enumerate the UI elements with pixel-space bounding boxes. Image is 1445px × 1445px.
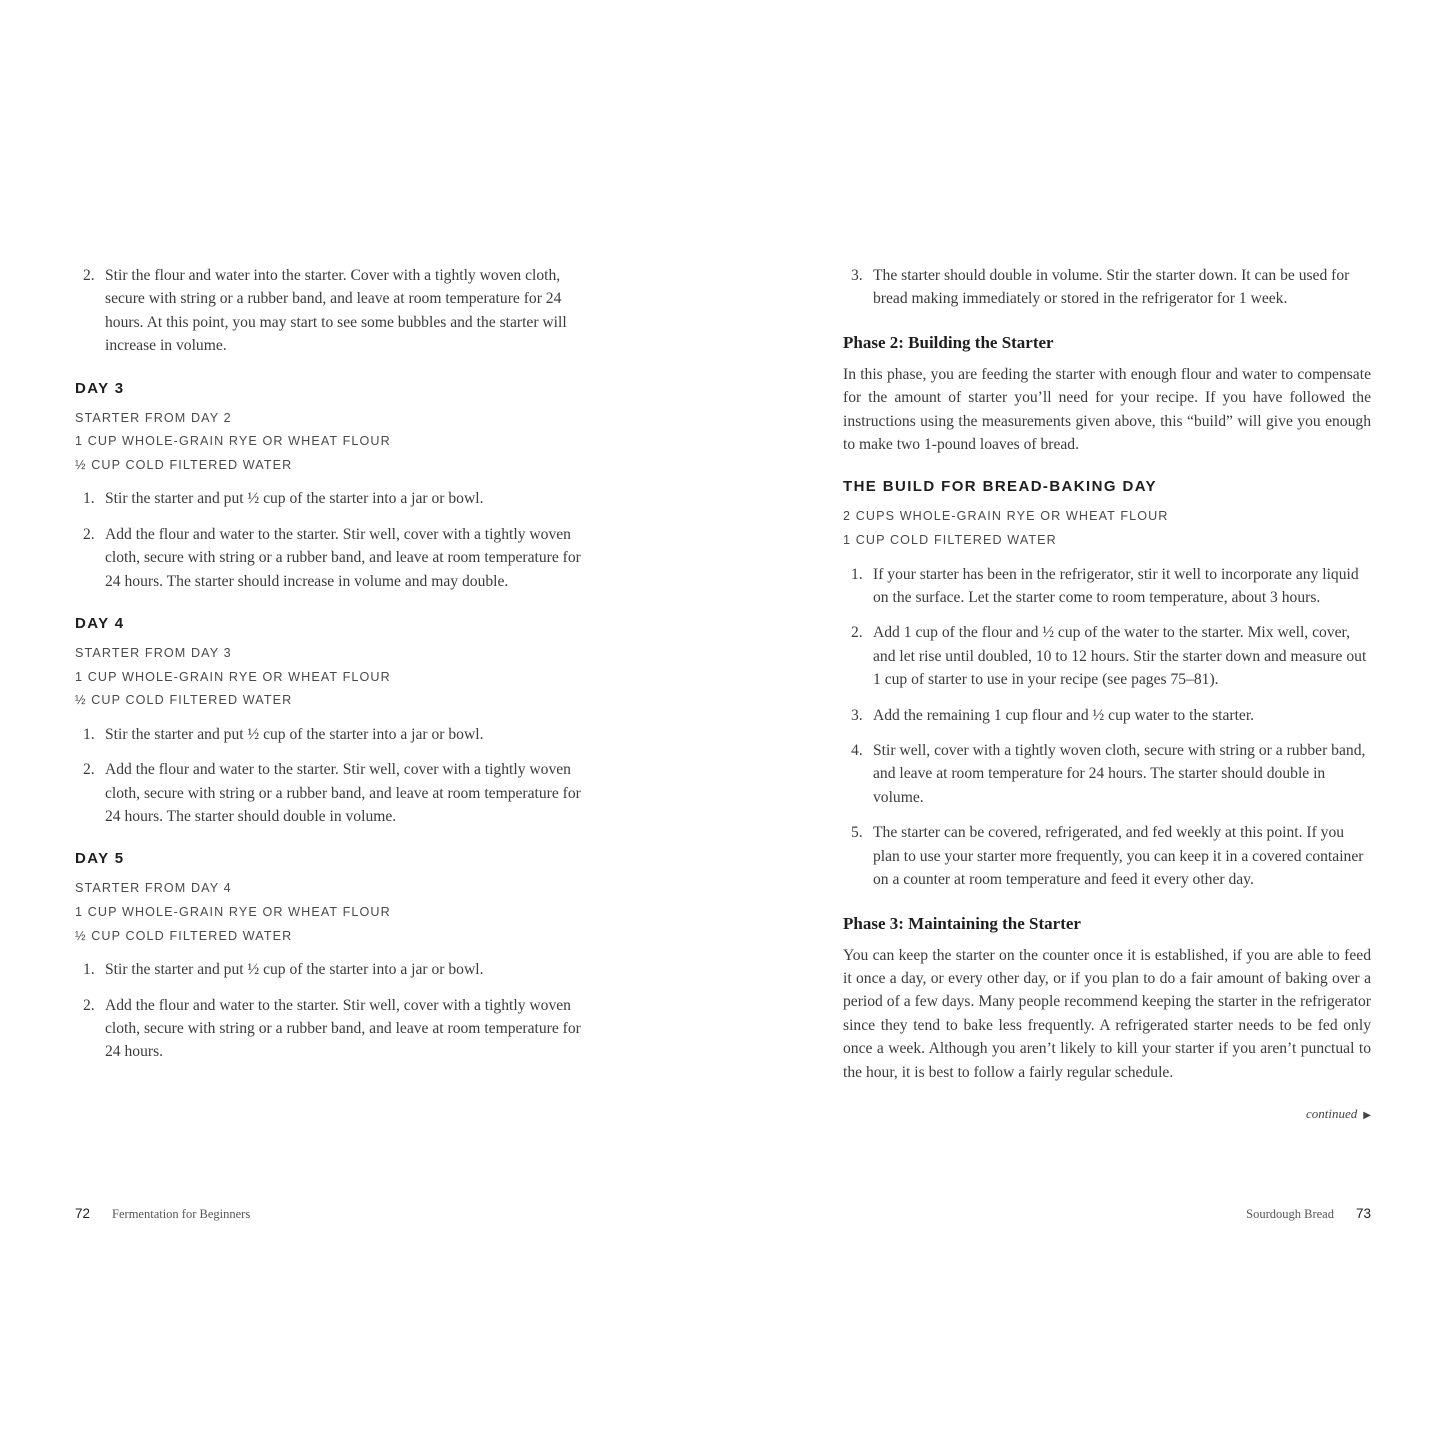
ingredient-list — [75, 877, 600, 948]
list-item — [75, 523, 600, 593]
right-page — [843, 264, 1371, 1122]
ingredient: STARTER FROM DAY 4 — [75, 881, 232, 896]
step-text: Add the remaining 1 cup flour and ½ cup water to the starter. — [873, 706, 1255, 724]
intro-steps-left — [75, 264, 600, 358]
step-text: Stir the starter and put ½ cup of the starter into a jar or bowl. — [105, 490, 484, 508]
continued-note — [843, 1106, 1371, 1122]
right-triangle-icon: ▶ — [1363, 1109, 1371, 1121]
ingredient: 1 CUP COLD FILTERED WATER — [843, 533, 1057, 548]
step-number: 3. — [851, 706, 863, 724]
step-number: 3. — [851, 267, 863, 284]
step-number: 2. — [83, 996, 95, 1014]
step-list — [75, 487, 600, 593]
ingredient: STARTER FROM DAY 3 — [75, 646, 232, 661]
list-item — [75, 958, 600, 981]
step-text: Add 1 cup of the flour and ½ cup of the water to the starter. Mix well, cover, and let rise until doubled, 10 to 12 hours. Stir the starter down and measure out 1 cup of starter to use in your recipe (see pages 75–81). — [873, 624, 1367, 689]
running-title: Fermentation for Beginners — [112, 1207, 251, 1221]
step-number: 5. — [851, 824, 863, 842]
step-number: 1. — [851, 565, 863, 583]
ingredient-list — [75, 407, 600, 478]
day-4-section — [75, 615, 600, 828]
list-item — [75, 758, 600, 828]
step-text: If your starter has been in the refrigerator, stir it well to incorporate any liquid on the surface. Let the starter come to room temperature, about 3 hours. — [873, 565, 1359, 607]
list-item — [843, 563, 1371, 610]
step-number: 4. — [851, 742, 863, 760]
list-item — [843, 704, 1371, 727]
step-text: Add the flour and water to the starter. Stir well, cover with a tightly woven cloth, secure with string or a rubber band, and leave at room temperature for 24 hours. — [105, 996, 581, 1061]
step-number: 2. — [83, 267, 95, 284]
list-item — [843, 821, 1371, 891]
step-number: 2. — [851, 624, 863, 642]
step-number: 1. — [83, 725, 95, 743]
step-text: Stir well, cover with a tightly woven cloth, secure with string or a rubber band, and leave at room temperature for 24 hours. The starter should double in volume. — [873, 742, 1366, 806]
page-number: 72 — [75, 1206, 91, 1221]
list-item — [843, 621, 1371, 691]
footer-right — [1246, 1206, 1371, 1222]
step-list — [75, 958, 600, 1064]
list-item — [75, 264, 600, 358]
step-text: The starter should double in volume. Stir the starter down. It can be used for bread making immediately or stored in the refrigerator for 1 week. — [873, 267, 1350, 308]
body-paragraph: You can keep the starter on the counter once it is established, if you are able to feed it once a day, or every other day, or if you plan to do a fair amount of baking over a period of a few days. Many people recommend keeping the starter in the refrigerator since they tend to bake less frequently. A refrigerated starter needs to be fed only once a week. Although you aren’t likely to kill your starter if you aren’t punctual to the hour, it is best to follow a fairly regular schedule. — [843, 946, 1371, 1081]
ingredient: 1 CUP WHOLE-GRAIN RYE OR WHEAT FLOUR — [75, 905, 391, 920]
ingredient: ½ CUP COLD FILTERED WATER — [75, 457, 293, 472]
phase-3-section — [843, 914, 1371, 1084]
left-page — [75, 264, 600, 1076]
ingredient: 1 CUP WHOLE-GRAIN RYE OR WHEAT FLOUR — [75, 434, 391, 449]
ingredient: 2 CUPS WHOLE-GRAIN RYE OR WHEAT FLOUR — [843, 509, 1169, 524]
phase-2-section — [843, 333, 1371, 457]
step-number: 2. — [83, 761, 95, 779]
day-heading: DAY 5 — [75, 850, 125, 868]
step-text: Stir the flour and water into the starter. Cover with a tightly woven cloth, secure with string or a rubber band, and leave at room temperature for 24 hours. At this point, you may start to see some bubbles and the starter will increase in volume. — [105, 267, 567, 355]
day-heading: DAY 4 — [75, 615, 125, 633]
list-item — [843, 739, 1371, 809]
step-list — [75, 723, 600, 829]
ingredient: ½ CUP COLD FILTERED WATER — [75, 693, 293, 708]
ingredient: 1 CUP WHOLE-GRAIN RYE OR WHEAT FLOUR — [75, 669, 391, 684]
footer-left — [75, 1206, 250, 1222]
ingredient-list — [843, 505, 1371, 552]
ingredient-list — [75, 642, 600, 713]
step-text: Stir the starter and put ½ cup of the starter into a jar or bowl. — [105, 725, 484, 743]
build-section — [843, 478, 1371, 891]
step-number: 2. — [83, 525, 95, 543]
day-3-section — [75, 380, 600, 593]
body-paragraph: In this phase, you are feeding the starter with enough flour and water to compensate for the amount of starter you’ll need for your recipe. If you have followed the instructions using the measurements given above, this “build” will give you enough to make two 1-pound loaves of bread. — [843, 365, 1371, 454]
build-heading: THE BUILD FOR BREAD-BAKING DAY — [843, 478, 1157, 496]
step-text: Add the flour and water to the starter. Stir well, cover with a tightly woven cloth, secure with string or a rubber band, and leave at room temperature for 24 hours. The starter should increase in volume and may double. — [105, 525, 581, 590]
continued-label: continued — [1306, 1105, 1358, 1121]
day-heading: DAY 3 — [75, 379, 125, 397]
phase-heading: Phase 2: Building the Starter — [843, 332, 1054, 352]
intro-steps-right — [843, 264, 1371, 311]
list-item — [75, 487, 600, 510]
page-number: 73 — [1355, 1206, 1371, 1221]
ingredient: STARTER FROM DAY 2 — [75, 410, 232, 425]
phase-heading: Phase 3: Maintaining the Starter — [843, 913, 1081, 933]
step-number: 1. — [83, 961, 95, 979]
day-5-section — [75, 850, 600, 1063]
step-text: Stir the starter and put ½ cup of the starter into a jar or bowl. — [105, 961, 484, 979]
running-title: Sourdough Bread — [1246, 1207, 1334, 1221]
step-text: Add the flour and water to the starter. Stir well, cover with a tightly woven cloth, secure with string or a rubber band, and leave at room temperature for 24 hours. The starter should double in volume. — [105, 761, 581, 826]
step-number: 1. — [83, 490, 95, 508]
step-text: The starter can be covered, refrigerated, and fed weekly at this point. If you plan to use your starter more frequently, you can keep it in a covered container on a counter at room temperature and feed it every other day. — [873, 824, 1364, 889]
list-item — [75, 994, 600, 1064]
list-item — [75, 723, 600, 746]
ingredient: ½ CUP COLD FILTERED WATER — [75, 928, 293, 943]
list-item — [843, 264, 1371, 311]
step-list — [843, 563, 1371, 892]
